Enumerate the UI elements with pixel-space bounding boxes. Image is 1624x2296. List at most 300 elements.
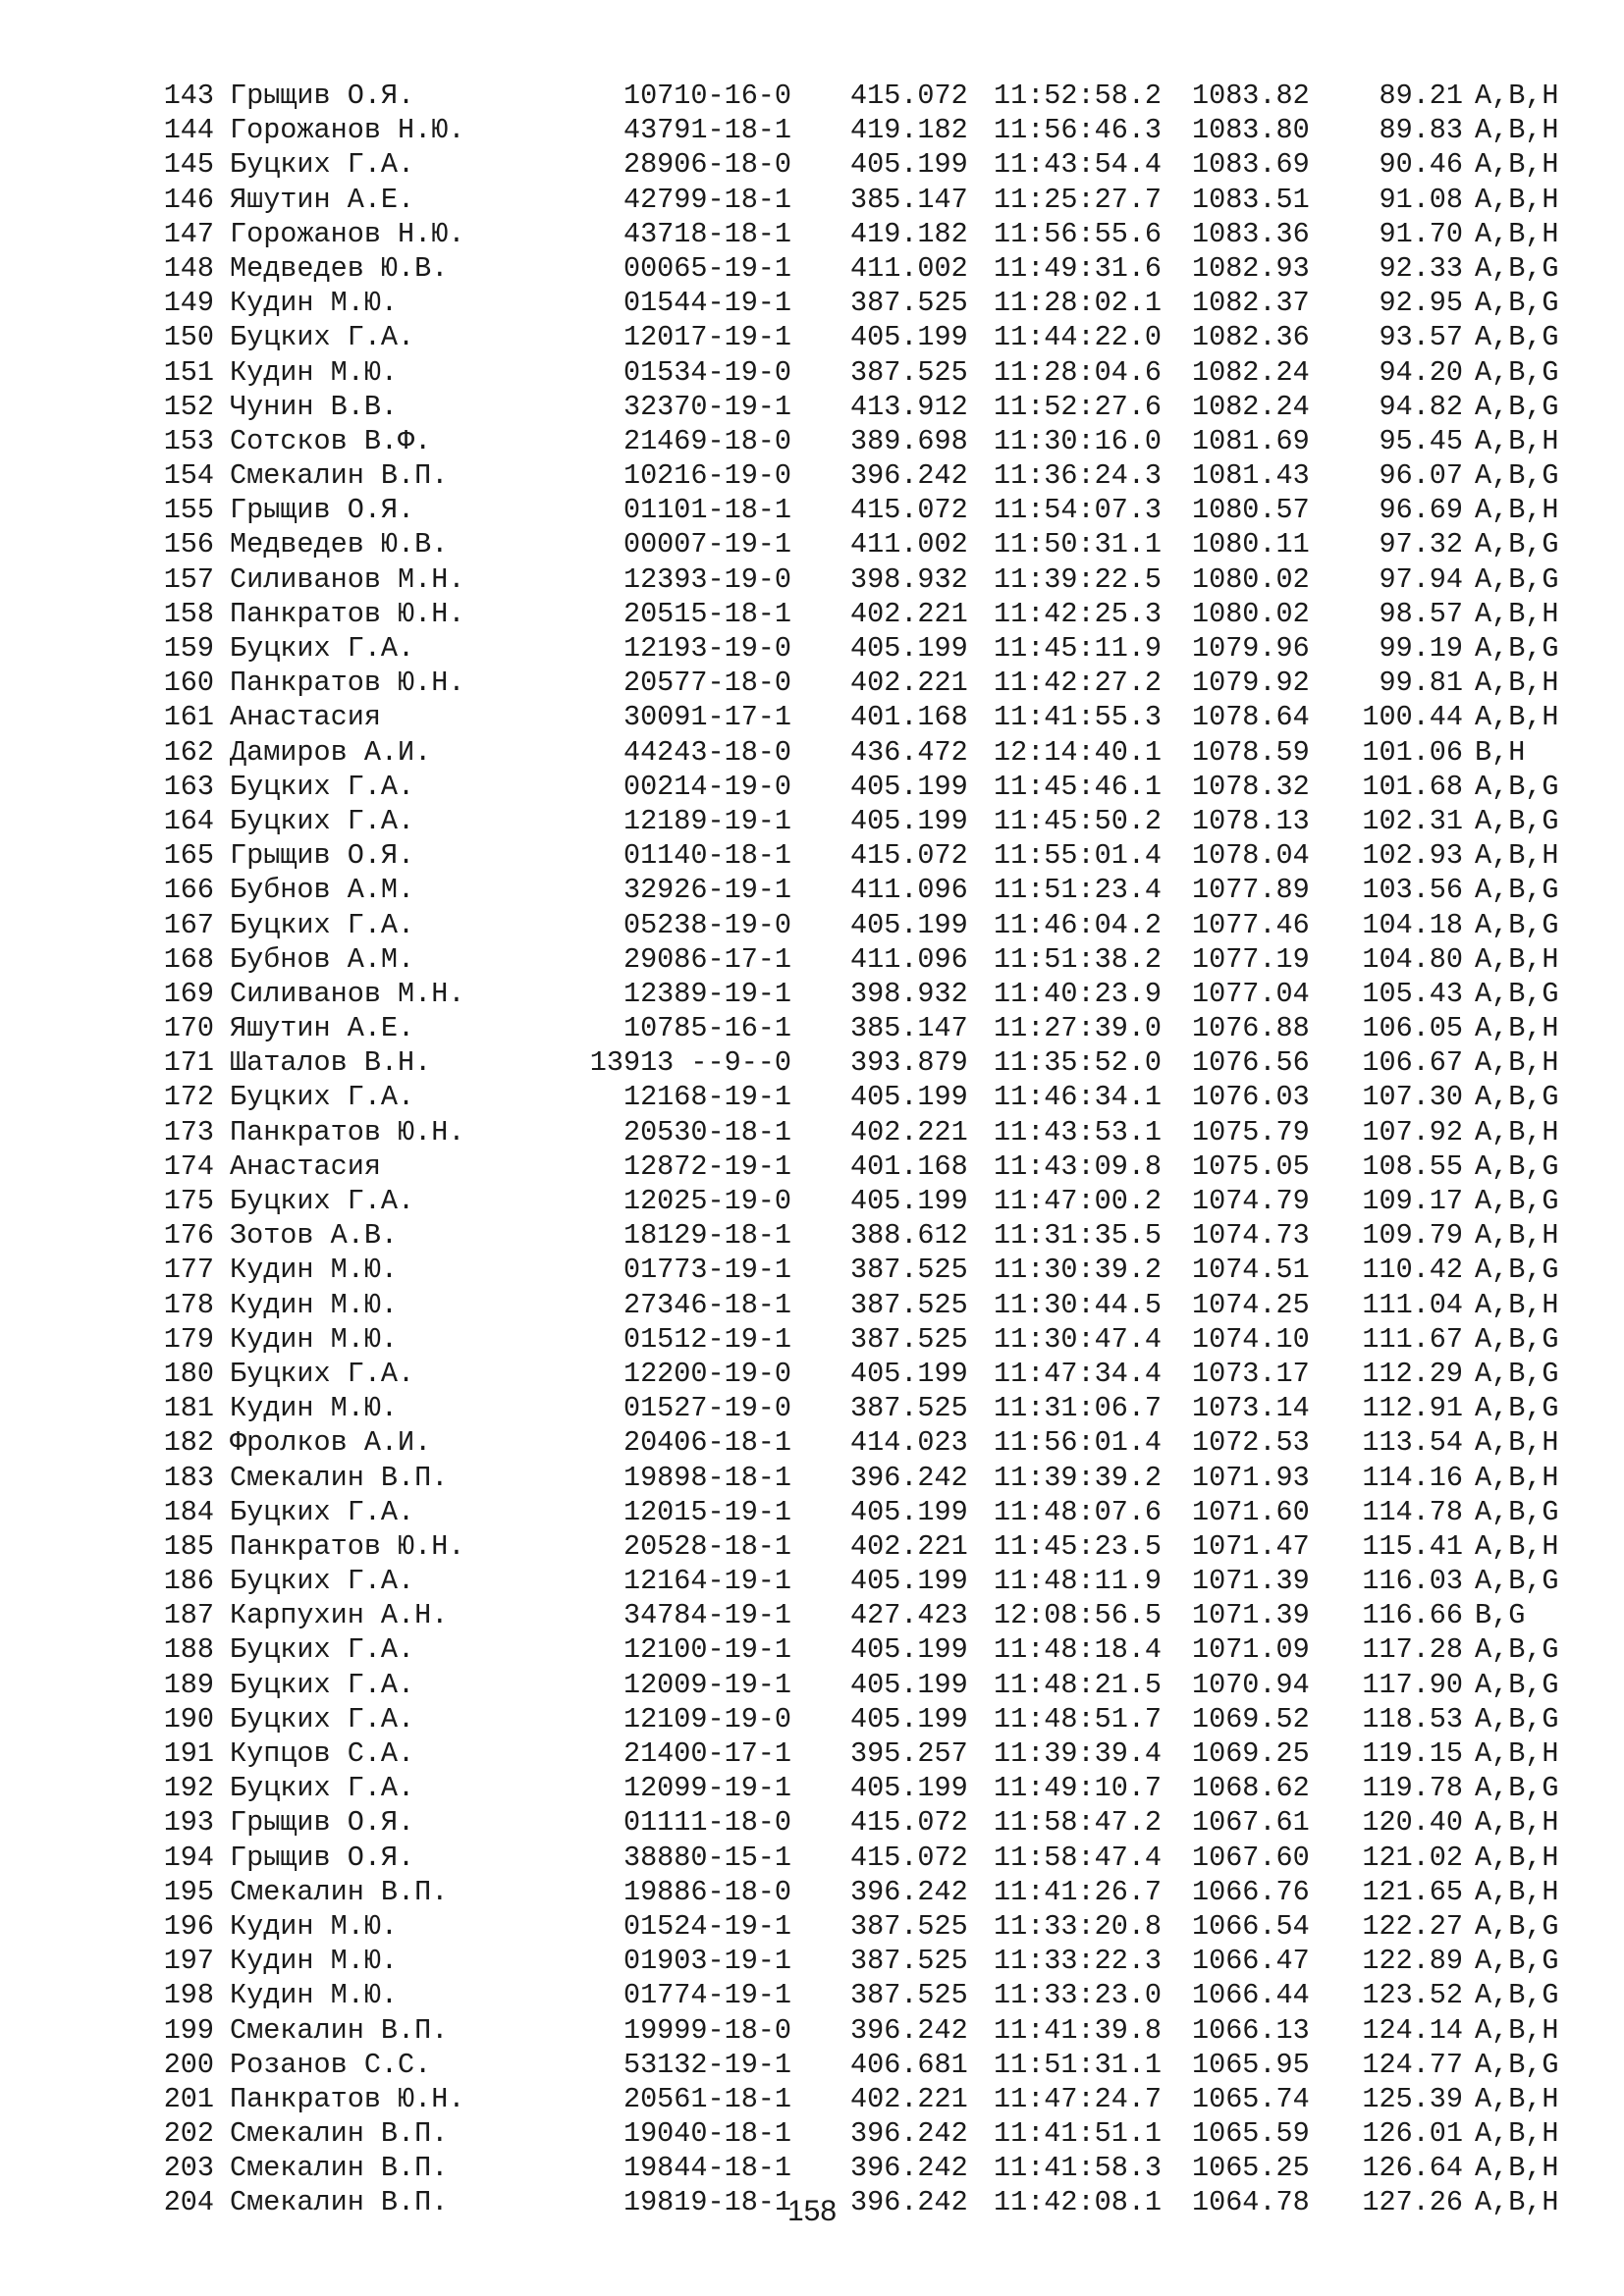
points-cell: 112.29 [1362,1357,1463,1390]
ring-number-cell: 21469-18-0 [623,424,791,457]
arrival-time-cell: 11:42:27.2 [994,667,1163,700]
categories-cell: A,B,H [1475,701,1559,734]
place-cell: 144 [163,114,214,147]
fancier-name-cell: Буцких Г.А. [230,1357,415,1390]
arrival-time-cell: 11:45:46.1 [994,770,1163,803]
distance-cell: 411.002 [850,528,968,561]
speed-cell: 1082.36 [1192,321,1310,354]
categories-cell: A,B,G [1475,1357,1559,1390]
categories-cell: A,B,G [1475,1979,1559,2012]
arrival-time-cell: 11:49:10.7 [994,1772,1163,1805]
speed-cell: 1071.39 [1192,1599,1310,1632]
points-cell: 111.67 [1362,1322,1463,1356]
fancier-name-cell: Смекалин В.П. [230,2152,449,2185]
points-cell: 122.89 [1362,1945,1463,1978]
place-cell: 196 [163,1909,214,1943]
place-cell: 162 [163,735,214,769]
fancier-name-cell: Яшутин А.Е. [230,1012,415,1045]
arrival-time-cell: 11:51:23.4 [994,874,1163,907]
categories-cell: A,B,G [1475,1322,1559,1356]
place-cell: 174 [163,1149,214,1183]
distance-cell: 402.221 [850,667,968,700]
arrival-time-cell: 11:35:52.0 [994,1046,1163,1080]
distance-cell: 405.199 [850,1185,968,1217]
speed-cell: 1066.44 [1192,1979,1310,2012]
arrival-time-cell: 11:56:01.4 [994,1426,1163,1460]
categories-cell: A,B,G [1475,1565,1559,1598]
arrival-time-cell: 11:46:04.2 [994,908,1163,941]
fancier-name-cell: Буцких Г.А. [230,1702,415,1735]
speed-cell: 1076.88 [1192,1012,1310,1045]
ring-number-cell: 00065-19-1 [623,251,791,285]
ring-number-cell: 44243-18-0 [623,735,791,769]
points-cell: 124.77 [1362,2048,1463,2081]
ring-number-cell: 27346-18-1 [623,1288,791,1321]
fancier-name-cell: Фролков А.И. [230,1426,432,1460]
points-cell: 113.54 [1362,1426,1463,1460]
fancier-name-cell: Карпухин А.Н. [230,1599,449,1632]
distance-cell: 419.182 [850,217,968,250]
categories-cell: A,B,G [1475,1185,1559,1217]
arrival-time-cell: 11:45:50.2 [994,804,1163,837]
place-cell: 147 [163,217,214,250]
table-row [0,977,1624,1011]
ring-number-cell: 10216-19-0 [623,459,791,493]
fancier-name-cell: Купцов С.А. [230,1737,415,1770]
fancier-name-cell: Розанов С.С. [230,2048,432,2081]
table-row [0,390,1624,424]
distance-cell: 402.221 [850,2082,968,2115]
place-cell: 203 [163,2152,214,2185]
table-row [0,908,1624,942]
fancier-name-cell: Анастасия [230,701,381,734]
distance-cell: 405.199 [850,908,968,941]
place-cell: 176 [163,1219,214,1253]
table-row [0,1598,1624,1632]
ring-number-cell: 20515-18-1 [623,597,791,630]
arrival-time-cell: 11:28:04.6 [994,355,1163,389]
ring-number-cell: 12017-19-1 [623,321,791,354]
speed-cell: 1077.89 [1192,874,1310,907]
ring-number-cell: 21400-17-1 [623,1737,791,1770]
points-cell: 97.94 [1379,562,1463,596]
ring-number-cell: 19886-18-0 [623,1875,791,1908]
arrival-time-cell: 11:42:08.1 [994,2186,1163,2219]
fancier-name-cell: Кудин М.Ю. [230,1288,399,1321]
ring-number-cell: 01140-18-1 [623,839,791,873]
ring-number-cell: 12100-19-1 [623,1633,791,1667]
categories-cell: A,B,G [1475,355,1559,389]
distance-cell: 405.199 [850,1668,968,1701]
points-cell: 89.83 [1379,114,1463,147]
speed-cell: 1067.61 [1192,1806,1310,1840]
speed-cell: 1071.47 [1192,1529,1310,1563]
points-cell: 93.57 [1379,321,1463,354]
fancier-name-cell: Буцких Г.А. [230,1185,415,1217]
speed-cell: 1068.62 [1192,1772,1310,1805]
place-cell: 187 [163,1599,214,1632]
fancier-name-cell: Смекалин В.П. [230,2117,449,2151]
place-cell: 167 [163,908,214,941]
points-cell: 96.69 [1379,494,1463,527]
points-cell: 107.30 [1362,1081,1463,1114]
speed-cell: 1082.24 [1192,390,1310,423]
distance-cell: 388.612 [850,1219,968,1253]
points-cell: 100.44 [1362,701,1463,734]
distance-cell: 396.242 [850,2186,968,2219]
fancier-name-cell: Чунин В.В. [230,390,399,423]
distance-cell: 401.168 [850,701,968,734]
categories-cell: A,B,H [1475,1219,1559,1253]
points-cell: 109.17 [1362,1185,1463,1217]
speed-cell: 1071.39 [1192,1565,1310,1598]
points-cell: 104.18 [1362,908,1463,941]
fancier-name-cell: Сотсков В.Ф. [230,424,432,457]
table-row [0,631,1624,666]
points-cell: 118.53 [1362,1702,1463,1735]
categories-cell: A,B,H [1475,148,1559,182]
place-cell: 195 [163,1875,214,1908]
fancier-name-cell: Горожанов Н.Ю. [230,114,465,147]
place-cell: 154 [163,459,214,493]
fancier-name-cell: Панкратов Ю.Н. [230,1115,465,1148]
table-row [0,1944,1624,1978]
distance-cell: 402.221 [850,1115,968,1148]
place-cell: 169 [163,977,214,1010]
distance-cell: 415.072 [850,80,968,112]
speed-cell: 1077.46 [1192,908,1310,941]
fancier-name-cell: Бубнов А.М. [230,942,415,976]
arrival-time-cell: 11:56:55.6 [994,217,1163,250]
table-row [0,1529,1624,1564]
ring-number-cell: 30091-17-1 [623,701,791,734]
categories-cell: A,B,G [1475,1909,1559,1943]
categories-cell: A,B,G [1475,1633,1559,1667]
fancier-name-cell: Грыщив О.Я. [230,839,415,873]
ring-number-cell: 32370-19-1 [623,390,791,423]
points-cell: 106.05 [1362,1012,1463,1045]
fancier-name-cell: Буцких Г.А. [230,1772,415,1805]
points-cell: 94.20 [1379,355,1463,389]
distance-cell: 402.221 [850,597,968,630]
place-cell: 151 [163,355,214,389]
speed-cell: 1078.64 [1192,701,1310,734]
categories-cell: A,B,H [1475,1426,1559,1460]
points-cell: 106.67 [1362,1046,1463,1080]
categories-cell: B,H [1475,735,1526,769]
fancier-name-cell: Буцких Г.А. [230,1633,415,1667]
place-cell: 145 [163,148,214,182]
place-cell: 150 [163,321,214,354]
distance-cell: 411.096 [850,942,968,976]
points-cell: 109.79 [1362,1219,1463,1253]
categories-cell: A,B,H [1475,494,1559,527]
ring-number-cell: 12099-19-1 [623,1772,791,1805]
speed-cell: 1078.04 [1192,839,1310,873]
arrival-time-cell: 11:58:47.4 [994,1841,1163,1874]
table-row [0,147,1624,182]
table-row [0,838,1624,873]
distance-cell: 411.002 [850,251,968,285]
place-cell: 146 [163,183,214,216]
fancier-name-cell: Панкратов Ю.Н. [230,1529,465,1563]
points-cell: 114.78 [1362,1495,1463,1528]
table-row [0,2013,1624,2048]
categories-cell: A,B,G [1475,528,1559,561]
distance-cell: 402.221 [850,1529,968,1563]
categories-cell: A,B,G [1475,251,1559,285]
arrival-time-cell: 11:33:22.3 [994,1945,1163,1978]
categories-cell: A,B,H [1475,1046,1559,1080]
arrival-time-cell: 12:14:40.1 [994,735,1163,769]
fancier-name-cell: Кудин М.Ю. [230,1979,399,2012]
table-row [0,217,1624,251]
arrival-time-cell: 11:48:21.5 [994,1668,1163,1701]
speed-cell: 1079.96 [1192,632,1310,665]
arrival-time-cell: 11:43:53.1 [994,1115,1163,1148]
ring-number-cell: 20406-18-1 [623,1426,791,1460]
distance-cell: 415.072 [850,1806,968,1840]
place-cell: 182 [163,1426,214,1460]
fancier-name-cell: Смекалин В.П. [230,2186,449,2219]
points-cell: 123.52 [1362,1979,1463,2012]
categories-cell: A,B,H [1475,667,1559,700]
distance-cell: 413.912 [850,390,968,423]
place-cell: 192 [163,1772,214,1805]
table-row [0,1841,1624,1875]
points-cell: 92.95 [1379,287,1463,320]
points-cell: 101.68 [1362,770,1463,803]
table-row [0,1184,1624,1218]
categories-cell: A,B,G [1475,2048,1559,2081]
ring-number-cell: 01512-19-1 [623,1322,791,1356]
ring-number-cell: 00214-19-0 [623,770,791,803]
fancier-name-cell: Кудин М.Ю. [230,1392,399,1425]
table-row [0,113,1624,147]
arrival-time-cell: 11:42:25.3 [994,597,1163,630]
place-cell: 166 [163,874,214,907]
speed-cell: 1074.73 [1192,1219,1310,1253]
ring-number-cell: 12164-19-1 [623,1565,791,1598]
fancier-name-cell: Медведев Ю.В. [230,251,449,285]
points-cell: 90.46 [1379,148,1463,182]
speed-cell: 1078.13 [1192,804,1310,837]
distance-cell: 405.199 [850,1633,968,1667]
ring-number-cell: 38880-15-1 [623,1841,791,1874]
place-cell: 152 [163,390,214,423]
table-row [0,2082,1624,2116]
arrival-time-cell: 11:30:16.0 [994,424,1163,457]
fancier-name-cell: Кудин М.Ю. [230,355,399,389]
table-row [0,79,1624,113]
distance-cell: 405.199 [850,321,968,354]
arrival-time-cell: 11:52:58.2 [994,80,1163,112]
place-cell: 177 [163,1254,214,1287]
place-cell: 172 [163,1081,214,1114]
ring-number-cell: 20528-18-1 [623,1529,791,1563]
place-cell: 157 [163,562,214,596]
distance-cell: 396.242 [850,2117,968,2151]
points-cell: 98.57 [1379,597,1463,630]
points-cell: 126.64 [1362,2152,1463,2185]
distance-cell: 387.525 [850,1945,968,1978]
ring-number-cell: 29086-17-1 [623,942,791,976]
categories-cell: A,B,H [1475,1875,1559,1908]
ring-number-cell: 19819-18-1 [623,2186,791,2219]
place-cell: 183 [163,1461,214,1494]
fancier-name-cell: Смекалин В.П. [230,459,449,493]
speed-cell: 1071.60 [1192,1495,1310,1528]
ring-number-cell: 12015-19-1 [623,1495,791,1528]
table-row [0,1391,1624,1425]
fancier-name-cell: Силиванов М.Н. [230,562,465,596]
points-cell: 99.19 [1379,632,1463,665]
points-cell: 89.21 [1379,80,1463,112]
place-cell: 190 [163,1702,214,1735]
place-cell: 199 [163,2013,214,2047]
table-row [0,1425,1624,1460]
points-cell: 108.55 [1362,1149,1463,1183]
points-cell: 102.31 [1362,804,1463,837]
arrival-time-cell: 11:46:34.1 [994,1081,1163,1114]
points-cell: 121.02 [1362,1841,1463,1874]
ring-number-cell: 01111-18-0 [623,1806,791,1840]
ring-number-cell: 12393-19-0 [623,562,791,596]
fancier-name-cell: Грыщив О.Я. [230,80,415,112]
fancier-name-cell: Бубнов А.М. [230,874,415,907]
place-cell: 185 [163,1529,214,1563]
arrival-time-cell: 11:54:07.3 [994,494,1163,527]
ring-number-cell: 32926-19-1 [623,874,791,907]
place-cell: 159 [163,632,214,665]
place-cell: 201 [163,2082,214,2115]
table-row [0,286,1624,320]
place-cell: 204 [163,2186,214,2219]
table-row [0,251,1624,286]
fancier-name-cell: Силиванов М.Н. [230,977,465,1010]
place-cell: 181 [163,1392,214,1425]
arrival-time-cell: 11:51:38.2 [994,942,1163,976]
speed-cell: 1076.56 [1192,1046,1310,1080]
table-row [0,1736,1624,1771]
arrival-time-cell: 11:31:35.5 [994,1219,1163,1253]
distance-cell: 393.879 [850,1046,968,1080]
ring-number-cell: 28906-18-0 [623,148,791,182]
results-table [0,79,1624,2220]
speed-cell: 1080.02 [1192,562,1310,596]
place-cell: 149 [163,287,214,320]
speed-cell: 1066.54 [1192,1909,1310,1943]
fancier-name-cell: Зотов А.В. [230,1219,399,1253]
points-cell: 92.33 [1379,251,1463,285]
points-cell: 115.41 [1362,1529,1463,1563]
speed-cell: 1083.80 [1192,114,1310,147]
ring-number-cell: 19844-18-1 [623,2152,791,2185]
place-cell: 163 [163,770,214,803]
distance-cell: 396.242 [850,459,968,493]
fancier-name-cell: Яшутин А.Е. [230,183,415,216]
points-cell: 99.81 [1379,667,1463,700]
arrival-time-cell: 11:40:23.9 [994,977,1163,1010]
fancier-name-cell: Буцких Г.А. [230,632,415,665]
fancier-name-cell: Панкратов Ю.Н. [230,597,465,630]
speed-cell: 1080.11 [1192,528,1310,561]
fancier-name-cell: Горожанов Н.Ю. [230,217,465,250]
arrival-time-cell: 11:48:07.6 [994,1495,1163,1528]
categories-cell: A,B,H [1475,1529,1559,1563]
ring-number-cell: 12200-19-0 [623,1357,791,1390]
place-cell: 197 [163,1945,214,1978]
distance-cell: 396.242 [850,1461,968,1494]
distance-cell: 395.257 [850,1737,968,1770]
points-cell: 117.28 [1362,1633,1463,1667]
speed-cell: 1070.94 [1192,1668,1310,1701]
categories-cell: A,B,G [1475,1149,1559,1183]
points-cell: 91.08 [1379,183,1463,216]
speed-cell: 1074.25 [1192,1288,1310,1321]
speed-cell: 1075.79 [1192,1115,1310,1148]
categories-cell: A,B,H [1475,2186,1559,2219]
distance-cell: 405.199 [850,1081,968,1114]
points-cell: 107.92 [1362,1115,1463,1148]
arrival-time-cell: 11:43:54.4 [994,148,1163,182]
ring-number-cell: 01524-19-1 [623,1909,791,1943]
categories-cell: A,B,G [1475,908,1559,941]
place-cell: 194 [163,1841,214,1874]
ring-number-cell: 10785-16-1 [623,1012,791,1045]
speed-cell: 1074.79 [1192,1185,1310,1217]
table-row [0,1909,1624,1944]
categories-cell: A,B,H [1475,1461,1559,1494]
place-cell: 175 [163,1185,214,1217]
ring-number-cell: 10710-16-0 [623,80,791,112]
place-cell: 156 [163,528,214,561]
categories-cell: A,B,H [1475,2117,1559,2151]
categories-cell: A,B,H [1475,80,1559,112]
ring-number-cell: 13913 --9--0 [589,1046,791,1080]
place-cell: 160 [163,667,214,700]
ring-number-cell: 01534-19-0 [623,355,791,389]
distance-cell: 405.199 [850,804,968,837]
ring-number-cell: 42799-18-1 [623,183,791,216]
points-cell: 116.03 [1362,1565,1463,1598]
arrival-time-cell: 12:08:56.5 [994,1599,1163,1632]
place-cell: 164 [163,804,214,837]
arrival-time-cell: 11:39:39.4 [994,1737,1163,1770]
categories-cell: A,B,G [1475,562,1559,596]
arrival-time-cell: 11:52:27.6 [994,390,1163,423]
categories-cell: A,B,H [1475,114,1559,147]
table-row [0,1668,1624,1702]
fancier-name-cell: Буцких Г.А. [230,1081,415,1114]
ring-number-cell: 43718-18-1 [623,217,791,250]
speed-cell: 1065.95 [1192,2048,1310,2081]
place-cell: 148 [163,251,214,285]
fancier-name-cell: Анастасия [230,1149,381,1183]
distance-cell: 396.242 [850,2152,968,2185]
speed-cell: 1069.25 [1192,1737,1310,1770]
arrival-time-cell: 11:47:34.4 [994,1357,1163,1390]
categories-cell: A,B,G [1475,1772,1559,1805]
speed-cell: 1066.13 [1192,2013,1310,2047]
table-row [0,1045,1624,1080]
place-cell: 165 [163,839,214,873]
speed-cell: 1065.25 [1192,2152,1310,2185]
fancier-name-cell: Буцких Г.А. [230,321,415,354]
table-row [0,1288,1624,1322]
points-cell: 117.90 [1362,1668,1463,1701]
speed-cell: 1074.51 [1192,1254,1310,1287]
